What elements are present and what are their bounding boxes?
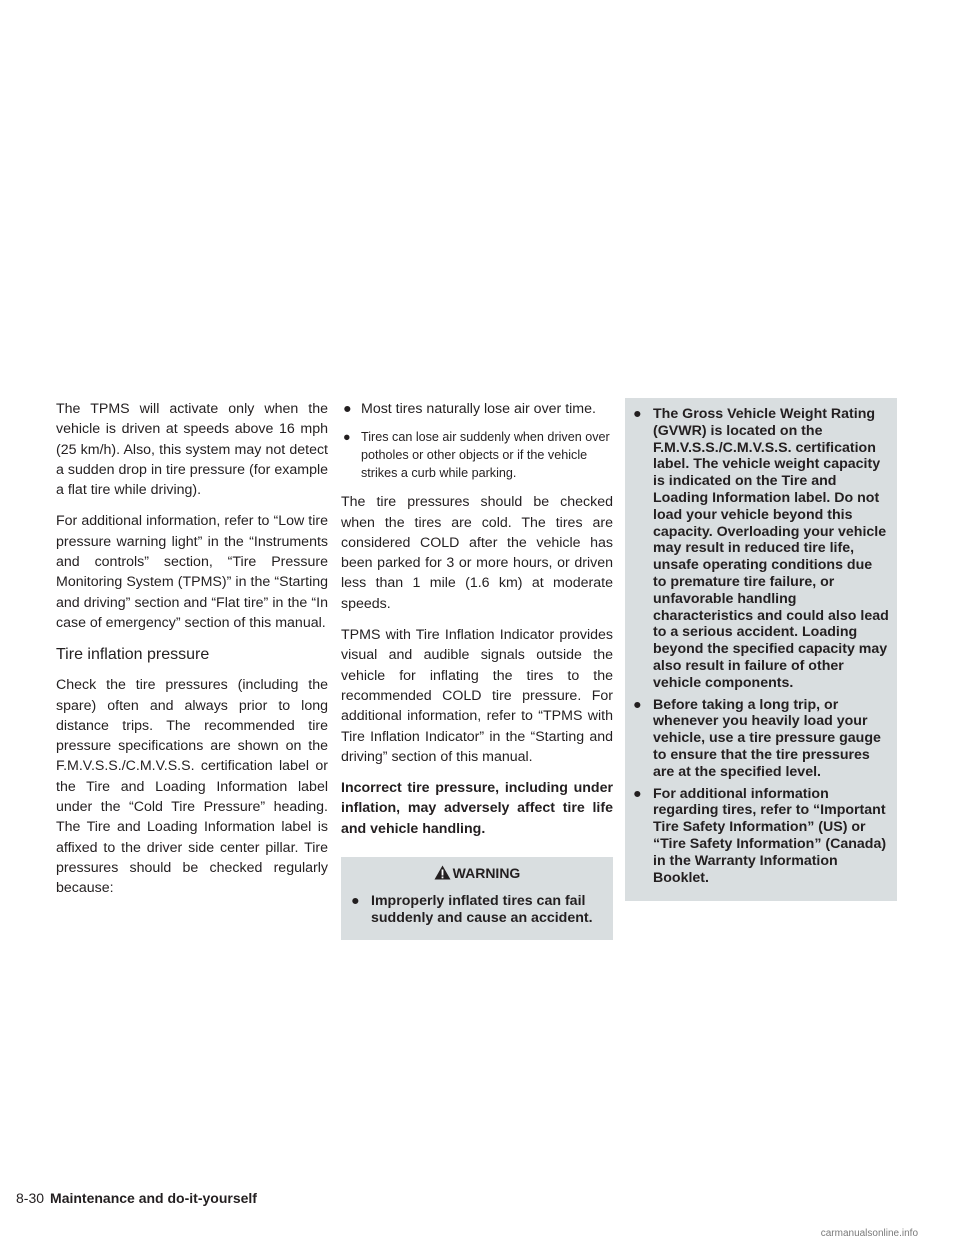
bullet-icon: ●: [633, 406, 642, 422]
watermark: carmanualsonline.info: [820, 1228, 918, 1239]
warning-list: [351, 893, 603, 927]
column-left: [56, 399, 328, 910]
cold-tires-paragraph: The tire pressures should be checked when the tires are cold. The tires are considered COLD after the vehicle has been parked for 3 or more hours, or driven less than 1 mile (1.6 km) at moderate speeds.: [341, 494, 613, 612]
additional-info-paragraph: For additional information, refer to “Low tire pressure warning light” in the “Instruments and controls” section, “Tire Pressure Monitoring System (TPMS)” in the “Starting and driving” section and “Flat tire” in the “In case of emergency” section of this manual.: [56, 513, 328, 631]
list-item: ● Improperly inflated tires can fail suddenly and cause an accident.: [351, 893, 593, 927]
tpms-activation-paragraph: The TPMS will activate only when the vehicle is driven at speeds above 16 mph (25 km/h). Also, this system may not detect a sudden drop in tire pressure (for example a flat tire while driving).: [56, 401, 328, 499]
inflation-indicator-paragraph: TPMS with Tire Inflation Indicator provides visual and audible signals outside the vehicle for inflating the tires to the recommended COLD tire pressure. For additional information, refer to “TPMS with Tire Inflation Indicator” in the “Starting and driving” section of this manual.: [341, 627, 613, 765]
bullet-icon: ●: [343, 430, 351, 445]
list-item: ● Tires can lose air suddenly when driven over potholes or other objects or if the vehicle strikes a curb while parking.: [343, 430, 610, 481]
bullet-icon: ●: [351, 893, 360, 910]
check-pressures-paragraph: Check the tire pressures (including the spare) often and always prior to long distance trips. The recommended tire pressure specifications are shown on the F.M.V.S.S./C.M.V.S.S. certification label or the Tire and Loading Information label under the “Cold Tire Pressure” heading. The Tire and Loading Information label is affixed to the driver side center pillar. Tire pressures should be checked regularly because:: [56, 677, 328, 897]
list-item: ● Before taking a long trip, or whenever you heavily load your vehicle, use a tire pressure gauge to ensure that the tire pressures are at the specified level.: [633, 696, 881, 780]
warning-triangle-icon: [434, 865, 451, 880]
page-footer: [16, 1190, 257, 1206]
column-middle: [341, 399, 613, 940]
warning-box-continued: [625, 398, 897, 901]
column-right: [625, 398, 897, 901]
page-number: 8-30: [16, 1190, 45, 1206]
section-name: Maintenance and do-it-yourself: [50, 1190, 257, 1206]
bullet-icon: ●: [633, 785, 642, 802]
list-item: ● Most tires naturally lose air over time.: [341, 399, 613, 419]
reasons-list: [341, 399, 613, 482]
warning-header: [351, 863, 603, 883]
list-item: ● For additional information regarding tires, refer to “Important Tire Safety Information” (US) or “Tire Safety Information” (Canada) in the Warranty Information Booklet.: [633, 785, 887, 886]
bullet-icon: ●: [343, 401, 352, 417]
warning-list: [633, 406, 889, 886]
bullet-icon: ●: [633, 696, 642, 713]
warning-box: [341, 857, 613, 940]
list-item: ● The Gross Vehicle Weight Rating (GVWR) is located on the F.M.V.S.S./C.M.V.S.S. certification label. The vehicle weight capacity is indicated on the Tire and Loading Information label. Do not load your vehicle beyond this capacity. Overloading your vehicle may result in reduced tire life, unsafe operating conditions due to premature tire failure, or unfavorable handling characteristics and could also lead to a serious accident. Loading beyond the specified capacity may also result in failure of other vehicle components.: [633, 406, 889, 691]
warning-title: WARNING: [452, 865, 521, 882]
incorrect-pressure-paragraph: Incorrect tire pressure, including under inflation, may adversely affect tire life and vehicle handling.: [341, 780, 613, 837]
section-heading-tire-inflation: Tire inflation pressure: [56, 646, 210, 664]
